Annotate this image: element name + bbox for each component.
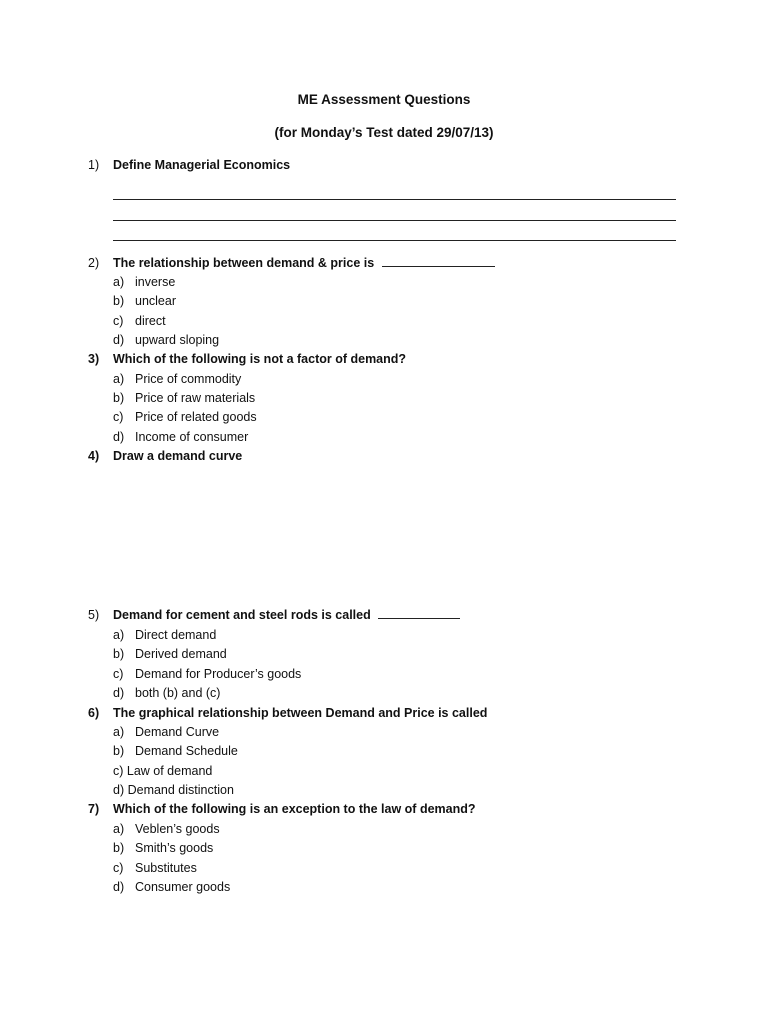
option-a: a) inverse <box>113 275 176 289</box>
question-4 <box>88 449 242 463</box>
question-3 <box>88 352 406 366</box>
question-6 <box>88 706 487 720</box>
option-c: c) Substitutes <box>113 861 197 875</box>
question-number: 4) <box>88 449 100 463</box>
option-d: d) both (b) and (c) <box>113 686 221 700</box>
question-number: 7) <box>88 802 100 816</box>
fill-in-blank <box>382 256 495 267</box>
option-a: a) Direct demand <box>113 628 217 642</box>
option-d: d) Consumer goods <box>113 880 231 894</box>
question-number: 5) <box>88 608 100 622</box>
question-number: 6) <box>88 706 100 720</box>
option-a: a) Veblen’s goods <box>113 822 220 836</box>
question-1 <box>88 158 290 172</box>
question-text: Which of the following is not a factor of demand? <box>113 352 407 366</box>
question-text: Which of the following is an exception to the law of demand? <box>113 802 476 816</box>
option-a: a) Demand Curve <box>113 725 220 739</box>
option-a: a) Price of commodity <box>113 372 242 386</box>
question-2 <box>88 256 495 270</box>
option-d: d) Demand distinction <box>113 783 234 797</box>
answer-line <box>113 220 676 221</box>
question-text: Define Managerial Economics <box>113 158 291 172</box>
question-text: The graphical relationship between Demand and Price is called <box>113 706 488 720</box>
option-c: c) Price of related goods <box>113 410 257 424</box>
question-number: 1) <box>88 158 100 172</box>
option-b: b) Price of raw materials <box>113 391 256 405</box>
option-c: c) direct <box>113 314 166 328</box>
question-text: Demand for cement and steel rods is called <box>113 608 371 622</box>
question-number: 3) <box>88 352 100 366</box>
question-text: The relationship between demand & price is <box>113 256 375 270</box>
option-c: c) Law of demand <box>113 764 213 778</box>
question-text: Draw a demand curve <box>113 449 243 463</box>
option-c: c) Demand for Producer’s goods <box>113 667 302 681</box>
answer-line <box>113 240 676 241</box>
fill-in-blank <box>378 608 460 619</box>
page-subtitle: (for Monday’s Test dated 29/07/13) <box>274 125 494 140</box>
option-b: b) Derived demand <box>113 647 227 661</box>
question-7 <box>88 802 476 816</box>
option-d: d) Income of consumer <box>113 430 249 444</box>
option-b: b) Demand Schedule <box>113 744 238 758</box>
question-number: 2) <box>88 256 100 270</box>
option-b: b) unclear <box>113 294 176 308</box>
option-d: d) upward sloping <box>113 333 220 347</box>
option-b: b) Smith’s goods <box>113 841 214 855</box>
page-title: ME Assessment Questions <box>297 92 471 107</box>
answer-line <box>113 199 676 200</box>
question-5 <box>88 608 460 622</box>
